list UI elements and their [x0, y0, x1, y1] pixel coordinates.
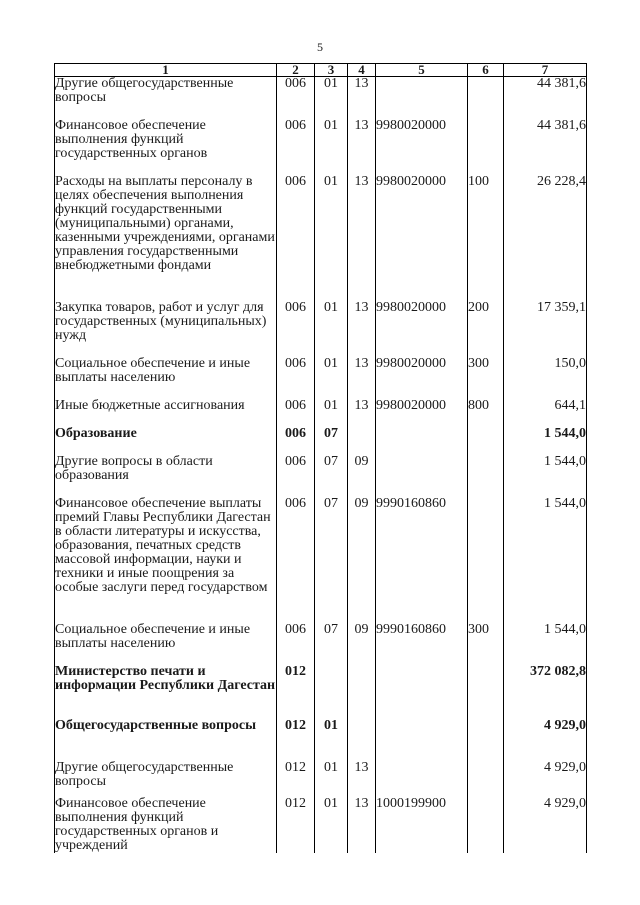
row-amount-cell: 4 929,0	[504, 719, 587, 761]
col-header-4: 4	[348, 64, 376, 77]
row-amount-cell: 44 381,6	[504, 77, 587, 119]
row-code-5-cell	[376, 719, 468, 761]
row-name-cell: Финансовое обеспечение выполнения функций государственных органов	[55, 119, 277, 175]
row-name-cell: Образование	[55, 427, 277, 455]
row-code-4-cell	[348, 665, 376, 719]
col-header-6: 6	[468, 64, 504, 77]
row-code-2-cell: 006	[277, 455, 315, 497]
budget-table	[54, 63, 587, 853]
row-name-cell: Социальное обеспечение и иные выплаты населению	[55, 357, 277, 399]
row-amount-cell: 4 929,0	[504, 761, 587, 797]
row-code-5-cell	[376, 761, 468, 797]
row-code-2-cell: 006	[277, 357, 315, 399]
row-code-3-cell: 01	[315, 77, 348, 119]
row-amount-cell: 150,0	[504, 357, 587, 399]
table-row	[55, 497, 587, 623]
row-code-5-cell: 9980020000	[376, 175, 468, 301]
row-amount-cell: 4 929,0	[504, 797, 587, 853]
table-row	[55, 77, 587, 119]
row-code-3-cell: 01	[315, 399, 348, 427]
row-code-6-cell	[468, 77, 504, 119]
row-code-5-cell: 1000199900	[376, 797, 468, 853]
row-code-6-cell	[468, 119, 504, 175]
row-code-6-cell: 300	[468, 357, 504, 399]
row-amount-cell: 17 359,1	[504, 301, 587, 357]
table-row	[55, 719, 587, 761]
row-amount-cell: 1 544,0	[504, 427, 587, 455]
row-code-6-cell: 100	[468, 175, 504, 301]
row-name-cell: Общегосударственные вопросы	[55, 719, 277, 761]
col-header-1: 1	[55, 64, 277, 77]
row-code-6-cell	[468, 665, 504, 719]
row-code-2-cell: 006	[277, 623, 315, 665]
row-code-4-cell: 13	[348, 357, 376, 399]
col-header-3: 3	[315, 64, 348, 77]
row-code-4-cell: 13	[348, 797, 376, 853]
table-row	[55, 761, 587, 797]
row-code-2-cell: 012	[277, 761, 315, 797]
row-name-cell: Другие вопросы в области образования	[55, 455, 277, 497]
row-code-4-cell: 13	[348, 175, 376, 301]
row-name-cell: Другие общегосударственные вопросы	[55, 761, 277, 797]
table-row	[55, 399, 587, 427]
row-code-5-cell: 9990160860	[376, 497, 468, 623]
row-code-3-cell: 01	[315, 301, 348, 357]
row-code-3-cell: 01	[315, 119, 348, 175]
row-code-5-cell: 9980020000	[376, 399, 468, 427]
row-code-5-cell: 9980020000	[376, 119, 468, 175]
row-code-6-cell	[468, 797, 504, 853]
row-code-2-cell: 012	[277, 797, 315, 853]
col-header-7: 7	[504, 64, 587, 77]
row-code-2-cell: 006	[277, 427, 315, 455]
col-header-5: 5	[376, 64, 468, 77]
row-code-4-cell: 13	[348, 761, 376, 797]
row-code-3-cell: 01	[315, 357, 348, 399]
row-name-cell: Финансовое обеспечение выполнения функций государственных органов и учреждений	[55, 797, 277, 853]
row-code-4-cell: 13	[348, 399, 376, 427]
row-code-2-cell: 012	[277, 665, 315, 719]
row-code-3-cell: 07	[315, 623, 348, 665]
row-code-5-cell	[376, 665, 468, 719]
table-row	[55, 623, 587, 665]
row-code-6-cell	[468, 455, 504, 497]
row-code-4-cell: 09	[348, 455, 376, 497]
row-code-5-cell	[376, 427, 468, 455]
row-code-2-cell: 006	[277, 301, 315, 357]
row-amount-cell: 26 228,4	[504, 175, 587, 301]
row-amount-cell: 1 544,0	[504, 497, 587, 623]
row-name-cell: Финансовое обеспечение выплаты премий Главы Республики Дагестан в области литературы и искусства, образования, печатных средств массовой информации, науки и техники и иные поощрения за особые заслуги перед государством	[55, 497, 277, 623]
row-code-6-cell	[468, 497, 504, 623]
row-code-2-cell: 012	[277, 719, 315, 761]
row-code-3-cell: 01	[315, 719, 348, 761]
row-name-cell: Социальное обеспечение и иные выплаты населению	[55, 623, 277, 665]
row-code-2-cell: 006	[277, 119, 315, 175]
row-code-4-cell: 13	[348, 119, 376, 175]
row-code-5-cell	[376, 77, 468, 119]
header-row	[55, 64, 587, 77]
row-amount-cell: 44 381,6	[504, 119, 587, 175]
row-code-3-cell: 07	[315, 455, 348, 497]
table-row	[55, 665, 587, 719]
row-name-cell: Иные бюджетные ассигнования	[55, 399, 277, 427]
row-name-cell: Расходы на выплаты персоналу в целях обеспечения выполнения функций государственными (муниципальными) органами, казенными учреждениями, органами управления государственными внебюджетными фондами	[55, 175, 277, 301]
row-code-6-cell: 300	[468, 623, 504, 665]
table-row	[55, 797, 587, 853]
row-code-6-cell: 200	[468, 301, 504, 357]
row-code-4-cell: 09	[348, 497, 376, 623]
page-number: 5	[317, 40, 323, 54]
row-amount-cell: 1 544,0	[504, 623, 587, 665]
table-row	[55, 357, 587, 399]
row-code-4-cell: 09	[348, 623, 376, 665]
row-code-5-cell: 9980020000	[376, 301, 468, 357]
row-code-5-cell: 9990160860	[376, 623, 468, 665]
row-code-5-cell	[376, 455, 468, 497]
row-amount-cell: 372 082,8	[504, 665, 587, 719]
row-amount-cell: 644,1	[504, 399, 587, 427]
col-header-2: 2	[277, 64, 315, 77]
row-code-4-cell	[348, 719, 376, 761]
row-code-6-cell: 800	[468, 399, 504, 427]
row-name-cell: Министерство печати и информации Республики Дагестан	[55, 665, 277, 719]
table-row	[55, 175, 587, 301]
table-row	[55, 455, 587, 497]
row-code-5-cell: 9980020000	[376, 357, 468, 399]
row-code-2-cell: 006	[277, 399, 315, 427]
row-code-6-cell	[468, 719, 504, 761]
row-name-cell: Другие общегосударственные вопросы	[55, 77, 277, 119]
row-code-6-cell	[468, 761, 504, 797]
row-code-3-cell: 07	[315, 427, 348, 455]
row-code-4-cell: 13	[348, 301, 376, 357]
row-code-3-cell: 01	[315, 797, 348, 853]
row-code-6-cell	[468, 427, 504, 455]
row-code-4-cell: 13	[348, 77, 376, 119]
row-code-2-cell: 006	[277, 77, 315, 119]
row-code-3-cell: 01	[315, 175, 348, 301]
row-code-4-cell	[348, 427, 376, 455]
row-code-2-cell: 006	[277, 497, 315, 623]
row-name-cell: Закупка товаров, работ и услуг для государственных (муниципальных) нужд	[55, 301, 277, 357]
row-code-3-cell	[315, 665, 348, 719]
row-code-3-cell: 07	[315, 497, 348, 623]
table-row	[55, 301, 587, 357]
row-code-3-cell: 01	[315, 761, 348, 797]
table-row	[55, 119, 587, 175]
table-row	[55, 427, 587, 455]
row-amount-cell: 1 544,0	[504, 455, 587, 497]
row-code-2-cell: 006	[277, 175, 315, 301]
